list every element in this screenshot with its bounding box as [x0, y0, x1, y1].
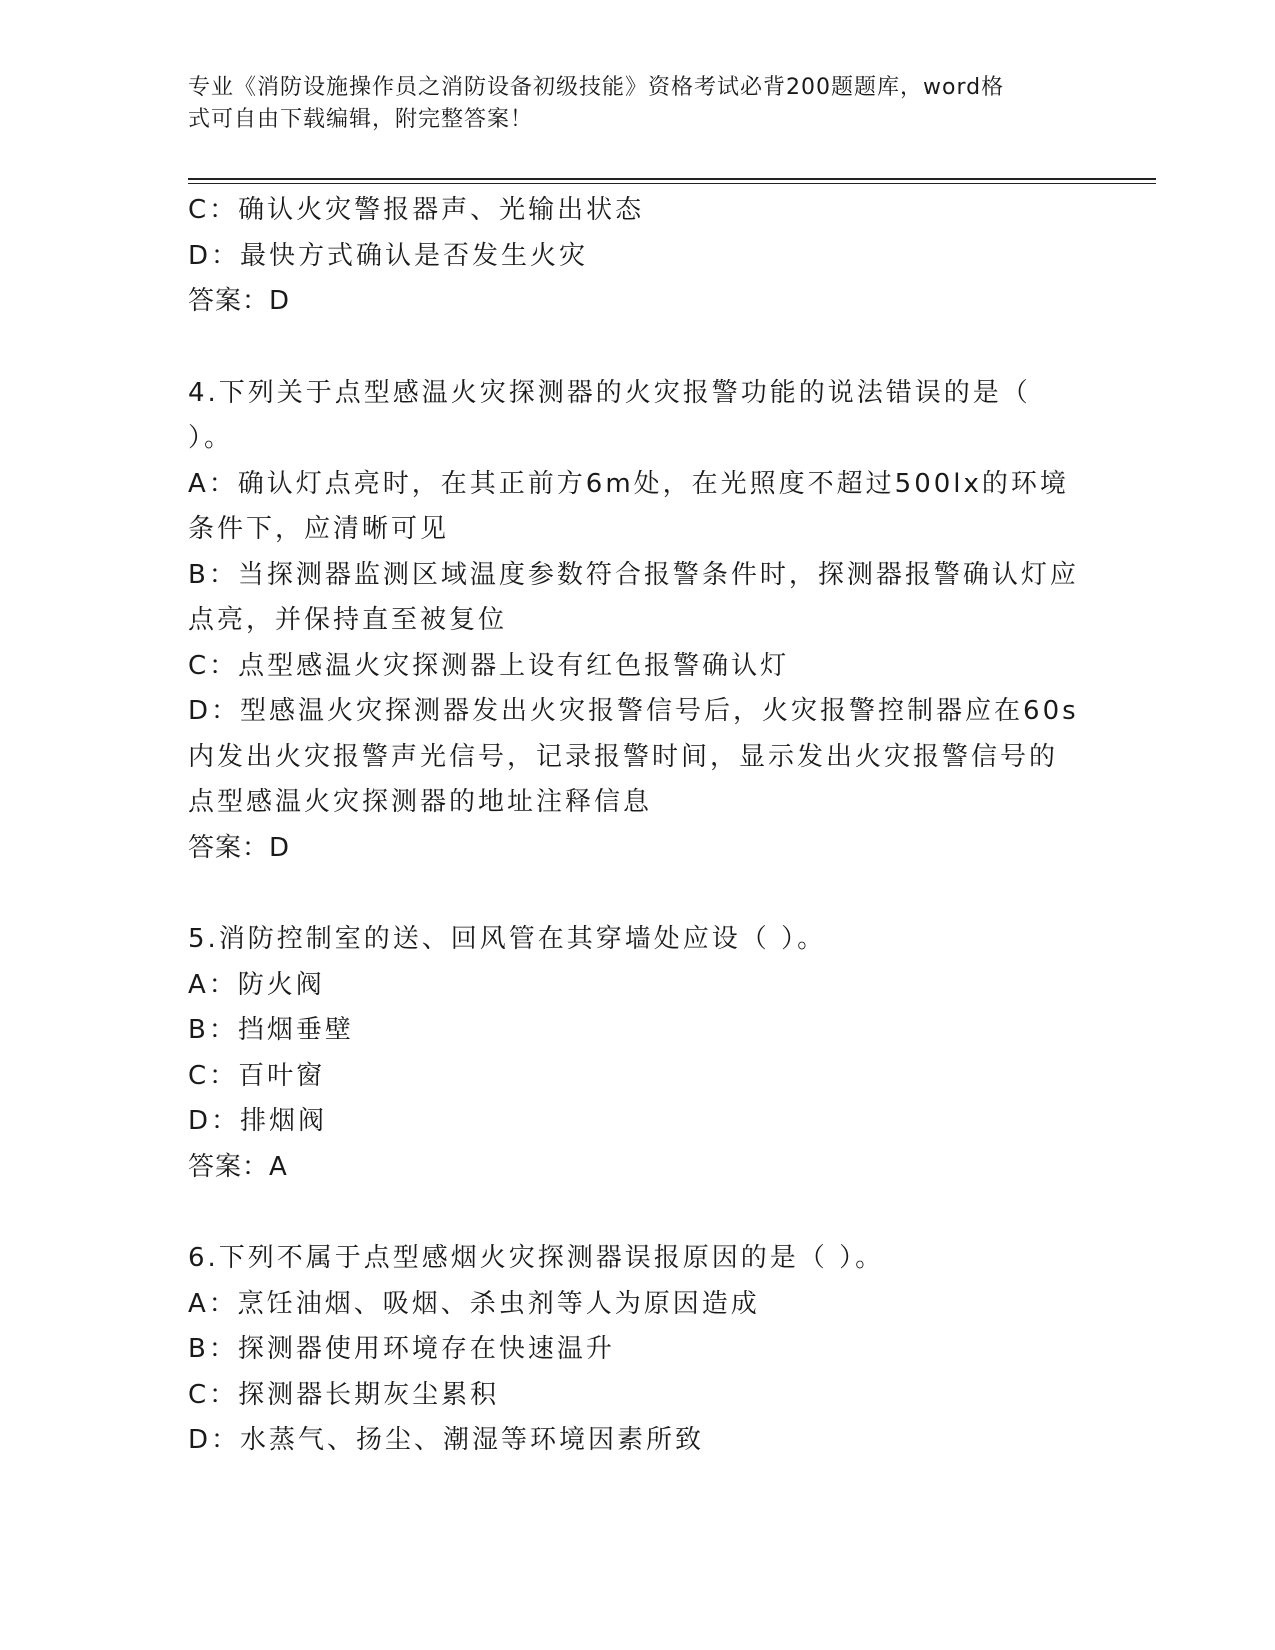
option-c: C：确认火灾警报器声、光输出状态: [188, 195, 645, 225]
header-line-2: 式可自由下载编辑，附完整答案！: [188, 107, 534, 132]
header-rule-thin: [188, 183, 1156, 184]
option-b: B：当探测器监测区域温度参数符合报警条件时，探测器报警确认灯应: [188, 559, 1079, 590]
option-d: D：型感温火灾探测器发出火灾报警信号后，火灾报警控制器应在60s: [188, 696, 1079, 726]
option-b: B：探测器使用环境存在快速温升: [188, 1334, 615, 1364]
option-b-cont: 点亮，并保持直至被复位: [188, 605, 508, 635]
spacer: [188, 325, 1088, 371]
question-content: [188, 188, 1088, 1464]
header-rule-thick: [188, 178, 1156, 180]
spacer: [188, 871, 1088, 917]
question-4: [188, 371, 1088, 872]
option-b: B：挡烟垂壁: [188, 1015, 354, 1045]
option-d-cont: 内发出火灾报警声光信号，记录报警时间，显示发出火灾报警信号的: [188, 741, 1059, 772]
option-d-cont-2: 点型感温火灾探测器的地址注释信息: [188, 787, 653, 817]
answer-line: 答案：A: [188, 1151, 288, 1182]
answer-line: 答案：D: [188, 286, 291, 316]
option-c: C：百叶窗: [188, 1060, 326, 1091]
option-a-cont: 条件下，应清晰可见: [188, 514, 450, 544]
spacer: [188, 1190, 1088, 1236]
option-a: A：防火阀: [188, 969, 325, 1000]
option-a: A：烹饪油烟、吸烟、杀虫剂等人为原因造成: [188, 1288, 760, 1319]
page-header: [188, 72, 1068, 136]
option-c: C：点型感温火灾探测器上设有红色报警确认灯: [188, 650, 790, 681]
option-a: A：确认灯点亮时，在其正前方6m处，在光照度不超过500lx的环境: [188, 468, 1069, 499]
question-stem: 6.下列不属于点型感烟火灾探测器误报原因的是（ ）。: [188, 1243, 885, 1273]
answer-line: 答案：D: [188, 832, 291, 863]
question-stem-cont: ）。: [188, 423, 234, 453]
question-5: [188, 917, 1088, 1190]
option-c: C：探测器长期灰尘累积: [188, 1379, 500, 1410]
question-6: [188, 1236, 1088, 1464]
option-d: D：最快方式确认是否发生火灾: [188, 240, 589, 271]
question-stem: 5.消防控制室的送、回风管在其穿墙处应设（ ）。: [188, 924, 827, 954]
question-3-tail: [188, 188, 1088, 325]
header-line-1: 专业《消防设施操作员之消防设备初级技能》资格考试必背200题题库，word格: [188, 75, 1005, 100]
option-d: D：排烟阀: [188, 1106, 328, 1136]
option-d: D：水蒸气、扬尘、潮湿等环境因素所致: [188, 1425, 705, 1455]
question-stem: 4.下列关于点型感温火灾探测器的火灾报警功能的说法错误的是（: [188, 377, 1031, 408]
